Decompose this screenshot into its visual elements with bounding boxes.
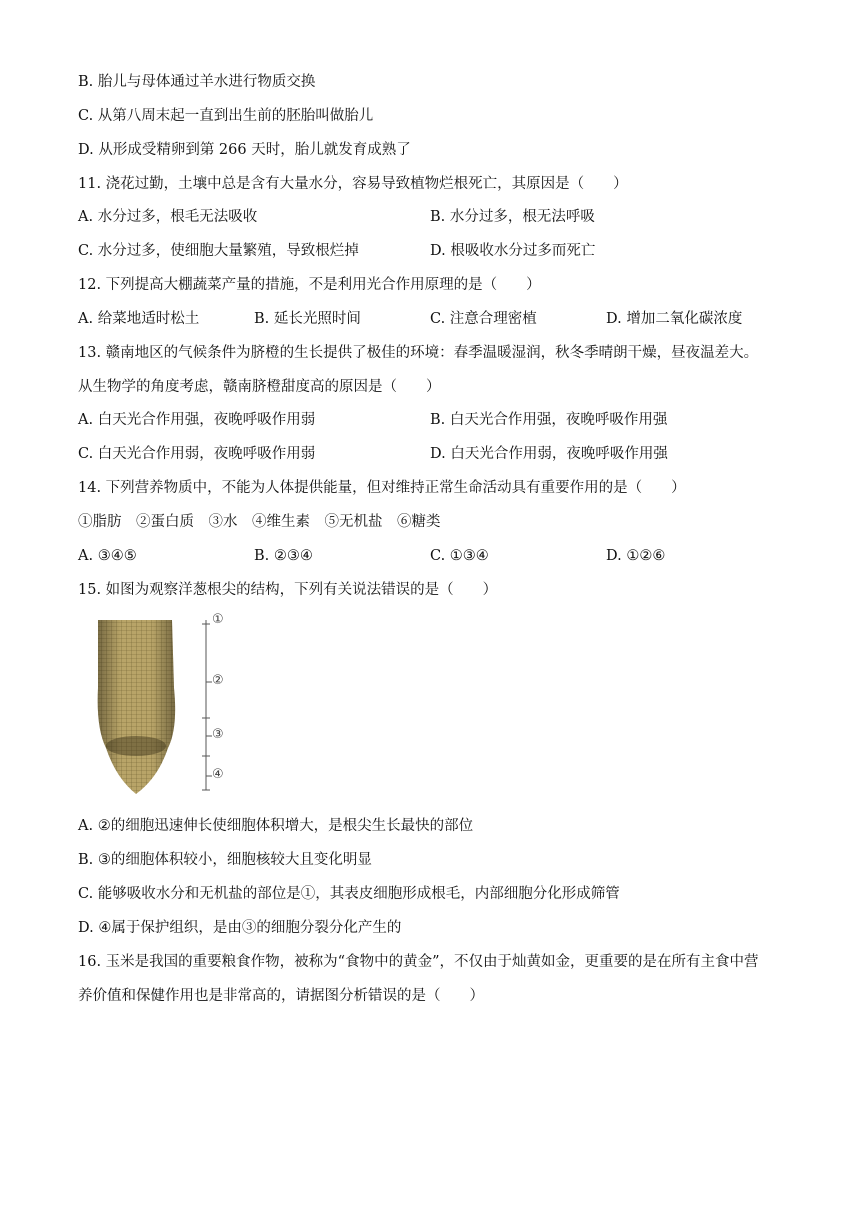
q14-option-d: D. ①②⑥: [606, 548, 666, 564]
q12-option-b: B. 延长光照时间: [254, 311, 361, 327]
q14-items: ①脂肪 ②蛋白质 ③水 ④维生素 ⑤无机盐 ⑥糖类: [78, 514, 441, 530]
figure-label-2: ②: [212, 673, 224, 688]
q11-option-a: A. 水分过多，根毛无法吸收: [78, 209, 258, 225]
q12-option-c: C. 注意合理密植: [430, 311, 537, 327]
q10-option-d: D. 从形成受精卵到第 266 天时，胎儿就发育成熟了: [78, 142, 411, 158]
q14-option-a: A. ③④⑤: [78, 548, 137, 564]
q13-option-a: A. 白天光合作用强，夜晚呼吸作用弱: [78, 412, 316, 428]
figure-label-3: ③: [212, 727, 224, 742]
q15-option-d: D. ④属于保护组织，是由③的细胞分裂分化产生的: [78, 920, 402, 936]
onion-root-tip-figure: [86, 612, 266, 798]
q15-stem: 15. 如图为观察洋葱根尖的结构，下列有关说法错误的是（ ）: [78, 582, 498, 598]
q13-option-b: B. 白天光合作用强，夜晚呼吸作用强: [430, 412, 668, 428]
q15-option-c: C. 能够吸收水分和无机盐的部位是①，其表皮细胞形成根毛，内部细胞分化形成筛管: [78, 886, 620, 902]
q16-stem-line1: 16. 玉米是我国的重要粮食作物，被称为“食物中的黄金”，不仅由于灿黄如金，更重要的是在所有主食中营: [78, 954, 759, 970]
q10-option-c: C. 从第八周末起一直到出生前的胚胎叫做胎儿: [78, 108, 374, 124]
q10-option-b: B. 胎儿与母体通过羊水进行物质交换: [78, 74, 316, 90]
q13-option-d: D. 白天光合作用弱，夜晚呼吸作用强: [430, 446, 668, 462]
root-tip-illustration: [86, 618, 266, 798]
figure-label-4: ④: [212, 767, 224, 782]
q11-stem: 11. 浇花过勤，土壤中总是含有大量水分，容易导致植物烂根死亡，其原因是（ ）: [78, 176, 628, 192]
q13-stem-line1: 13. 赣南地区的气候条件为脐橙的生长提供了极佳的环境：春季温暖湿润，秋冬季晴朗干燥，昼夜温差大。: [78, 345, 759, 361]
q13-stem-line2: 从生物学的角度考虑，赣南脐橙甜度高的原因是（ ）: [78, 379, 441, 395]
q14-stem: 14. 下列营养物质中，不能为人体提供能量，但对维持正常生命活动具有重要作用的是（ ）: [78, 480, 686, 496]
q15-option-a: A. ②的细胞迅速伸长使细胞体积增大，是根尖生长最快的部位: [78, 818, 474, 834]
q12-stem: 12. 下列提高大棚蔬菜产量的措施，不是利用光合作用原理的是（ ）: [78, 277, 541, 293]
q11-option-b: B. 水分过多，根无法呼吸: [430, 209, 595, 225]
q15-option-b: B. ③的细胞体积较小，细胞核较大且变化明显: [78, 852, 372, 868]
q12-option-d: D. 增加二氧化碳浓度: [606, 311, 743, 327]
q16-stem-line2: 养价值和保健作用也是非常高的，请据图分析错误的是（ ）: [78, 988, 484, 1004]
q11-option-d: D. 根吸收水分过多而死亡: [430, 243, 596, 259]
q14-option-c: C. ①③④: [430, 548, 489, 564]
q14-option-b: B. ②③④: [254, 548, 313, 564]
q11-option-c: C. 水分过多，使细胞大量繁殖，导致根烂掉: [78, 243, 359, 259]
q13-option-c: C. 白天光合作用弱，夜晚呼吸作用弱: [78, 446, 316, 462]
q12-option-a: A. 给菜地适时松土: [78, 311, 200, 327]
figure-label-1: ①: [212, 612, 224, 627]
